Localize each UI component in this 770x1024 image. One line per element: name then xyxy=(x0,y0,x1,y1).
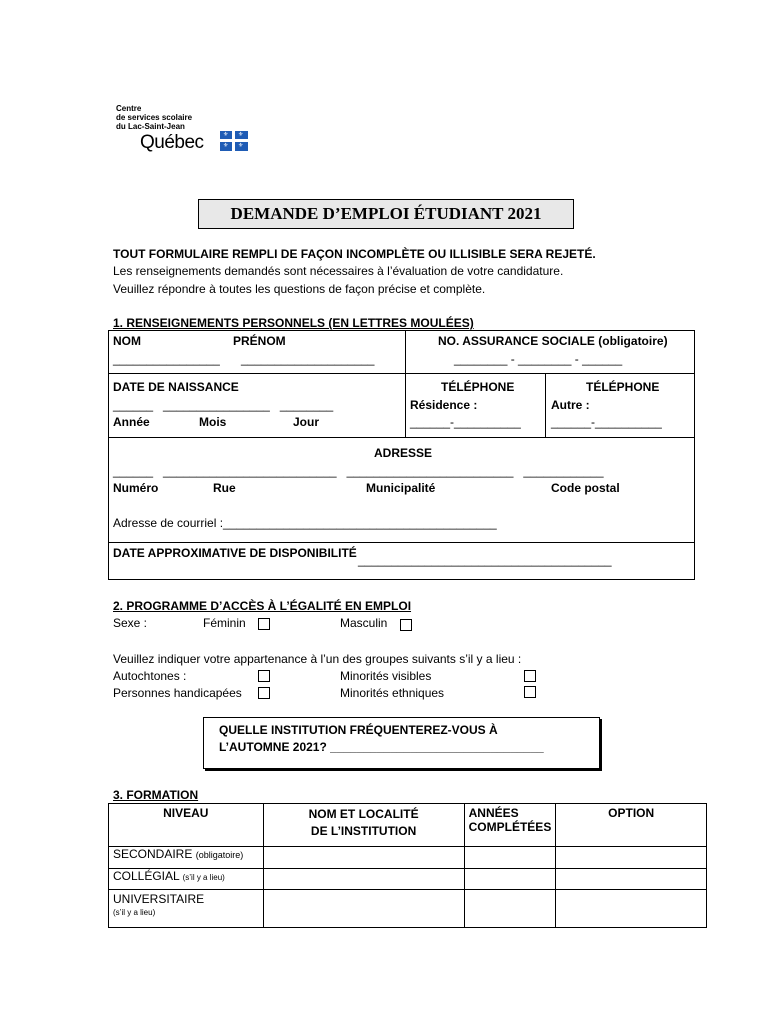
institution-question: QUELLE INSTITUTION FRÉQUENTEREZ-VOUS À xyxy=(219,723,498,737)
autochtones-label: Autochtones : xyxy=(113,669,187,683)
mois-label: Mois xyxy=(199,415,227,429)
masculin-checkbox[interactable] xyxy=(400,619,412,631)
minorites-visibles-checkbox[interactable] xyxy=(524,670,536,682)
quebec-wordmark: Québec xyxy=(140,132,204,153)
col-niveau-header: NIVEAU xyxy=(109,804,264,847)
col-annees-header xyxy=(464,804,556,847)
institution-cell[interactable] xyxy=(263,890,464,928)
minorites-visibles-label: Minorités visibles xyxy=(340,669,432,683)
nom-field[interactable]: ________________ xyxy=(113,352,220,366)
row-label: SECONDAIRE xyxy=(113,847,193,861)
warning-text: TOUT FORMULAIRE REMPLI DE FAÇON INCOMPLÈTE OU ILLISIBLE SERA REJETÉ. xyxy=(113,247,596,261)
institution-cell[interactable] xyxy=(263,869,464,890)
rue-label: Rue xyxy=(213,481,236,495)
handicapees-label: Personnes handicapées xyxy=(113,686,242,700)
disponibilite-label: DATE APPROXIMATIVE DE DISPONIBILITÉ xyxy=(113,546,357,560)
sexe-label: Sexe : xyxy=(113,616,148,630)
niveau-secondaire xyxy=(109,847,264,869)
table-row xyxy=(109,890,707,928)
intro-line-2: Veuillez répondre à toutes les questions de façon précise et complète. xyxy=(113,282,486,296)
feminin-label: Féminin xyxy=(203,616,246,630)
annees-cell[interactable] xyxy=(464,869,556,890)
prenom-field[interactable]: ____________________ xyxy=(241,352,375,366)
col-annees-line-2: COMPLÉTÉES xyxy=(468,820,552,834)
row-label: UNIVERSITAIRE xyxy=(113,892,205,906)
prenom-label: PRÉNOM xyxy=(233,334,286,348)
row-label: COLLÉGIAL xyxy=(113,869,180,883)
logo-line-3: du Lac-Saint-Jean xyxy=(116,122,185,131)
option-cell[interactable] xyxy=(556,847,707,869)
annees-cell[interactable] xyxy=(464,847,556,869)
feminin-checkbox[interactable] xyxy=(258,618,270,630)
logo-line-2: de services scolaire xyxy=(116,113,193,122)
numero-label: Numéro xyxy=(113,481,159,495)
col-annees-line-1: ANNÉES xyxy=(468,806,519,820)
adresse-label: ADRESSE xyxy=(374,446,433,460)
col-option-header: OPTION xyxy=(556,804,707,847)
code-postal-label: Code postal xyxy=(551,481,620,495)
institution-field[interactable]: L’AUTOMNE 2021? ________________________________ xyxy=(219,740,544,754)
groupes-text: Veuillez indiquer votre appartenance à l’un des groupes suivants s’il y a lieu : xyxy=(113,652,522,666)
date-naissance-label: DATE DE NAISSANCE xyxy=(113,380,239,394)
option-cell[interactable] xyxy=(556,890,707,928)
row-note: (s’il y a lieu) xyxy=(113,908,156,917)
nas-field[interactable]: ________ - ________ - ______ xyxy=(454,352,623,366)
nas-label: NO. ASSURANCE SOCIALE (obligatoire) xyxy=(438,334,668,348)
telephone-autre-field[interactable]: ______-__________ xyxy=(551,415,662,429)
col-institution-line-2: DE L’INSTITUTION xyxy=(310,824,417,838)
niveau-universitaire xyxy=(109,890,264,928)
masculin-label: Masculin xyxy=(340,616,388,630)
minorites-ethniques-label: Minorités ethniques xyxy=(340,686,445,700)
telephone-label-1: TÉLÉPHONE xyxy=(441,380,515,394)
formation-header-row xyxy=(109,804,707,847)
niveau-collegial xyxy=(109,869,264,890)
col-institution-line-1: NOM ET LOCALITÉ xyxy=(308,807,419,821)
adresse-field[interactable]: ______ __________________________ _________________________ ____________ xyxy=(113,464,604,478)
row-note: (s’il y a lieu) xyxy=(182,873,225,882)
telephone-label-2: TÉLÉPHONE xyxy=(586,380,660,394)
date-naissance-field[interactable]: ______ ________________ ________ xyxy=(113,398,334,412)
section-3-heading: 3. FORMATION xyxy=(113,788,199,802)
handicapees-checkbox[interactable] xyxy=(258,687,270,699)
logo-line-1: Centre xyxy=(116,104,142,113)
autre-label: Autre : xyxy=(551,398,590,412)
municipalite-label: Municipalité xyxy=(366,481,436,495)
courriel-field[interactable]: Adresse de courriel :_________________________________________ xyxy=(113,516,497,530)
section-1-heading: 1. RENSEIGNEMENTS PERSONNELS (EN LETTRES MOULÉES) xyxy=(113,316,474,330)
autochtones-checkbox[interactable] xyxy=(258,670,270,682)
jour-label: Jour xyxy=(293,415,320,429)
table-row xyxy=(109,869,707,890)
formation-table xyxy=(108,803,707,928)
section-2-heading: 2. PROGRAMME D’ACCÈS À L’ÉGALITÉ EN EMPLOI xyxy=(113,599,412,613)
residence-label: Résidence : xyxy=(410,398,478,412)
disponibilite-field[interactable]: ______________________________________ xyxy=(358,553,612,567)
quebec-flag-icon: ⚜ ⚜ ⚜ ⚜ xyxy=(220,131,248,151)
annee-label: Année xyxy=(113,415,150,429)
annees-cell[interactable] xyxy=(464,890,556,928)
table-row xyxy=(109,847,707,869)
minorites-ethniques-checkbox[interactable] xyxy=(524,686,536,698)
nom-label: NOM xyxy=(113,334,141,348)
logo-text xyxy=(116,104,192,131)
option-cell[interactable] xyxy=(556,869,707,890)
intro-line-1: Les renseignements demandés sont nécessaires à l’évaluation de votre candidature. xyxy=(113,264,564,278)
form-title: DEMANDE D’EMPLOI ÉTUDIANT 2021 xyxy=(198,199,574,229)
telephone-residence-field[interactable]: ______-__________ xyxy=(410,415,521,429)
col-institution-header xyxy=(263,804,464,847)
institution-cell[interactable] xyxy=(263,847,464,869)
row-note: (obligatoire) xyxy=(195,850,244,860)
